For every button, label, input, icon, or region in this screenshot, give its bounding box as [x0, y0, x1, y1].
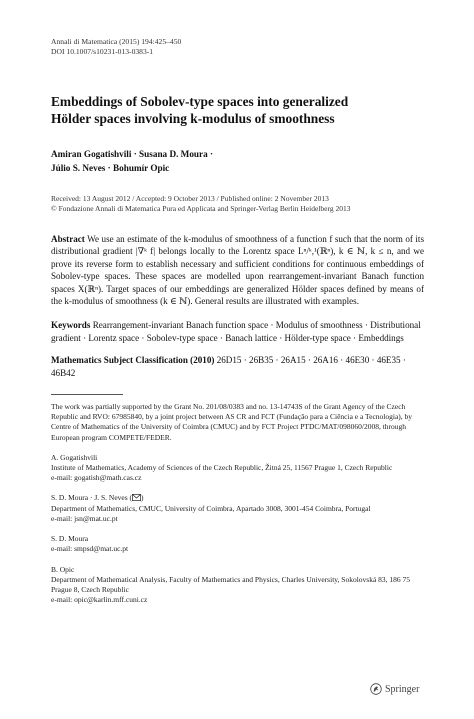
- msc-codes: 26D15 · 26B35 · 26A15 · 26A16 · 46E30 · 46E35 · 46B42: [51, 355, 406, 378]
- affiliation-opic: [51, 565, 424, 606]
- msc-classification: [51, 354, 424, 379]
- received-dates: Received: 13 August 2012 / Accepted: 9 October 2013 / Published online: 2 November 2013: [51, 194, 329, 203]
- keywords-label: Keywords: [51, 320, 91, 331]
- funding-footnote: The work was partially supported by the Grant No. 201/08/0383 and no. 13-14743S of the Grant Agency of the Czech Republic and RVO: 67985840, by a joint project between AS CR and FCT (Fundação para a Ciência e a Tecnologia), by Centre of Mathematics of the University of Coimbra (CMUC) and by FCT Project PTDC/MAT/098060/2008, through European program COMPETE/FEDER.: [51, 402, 413, 442]
- abstract-text: We use an estimate of the k-modulus of smoothness of a function f such that the norm of its distributional gradient |∇ᵏ f| belongs locally to the Lorentz space Lⁿ/ᵏ,¹(ℝⁿ), k ∈ ℕ, k ≤ n, and we prove its reverse form to establish necessary and sufficient conditions for continuous embeddings of Sobolev-type spaces. These spaces are modelled upon rearrangement-invariant Banach function spaces X(ℝⁿ). Target spaces of our embeddings are generalized Hölder spaces defined by means of the k-modulus of smoothness (k ∈ ℕ). General results are illustrated with examples.: [51, 234, 425, 307]
- affiliation-address: Institute of Mathematics, Academy of Sciences of the Czech Republic, Žitná 25, 11567 Prague 1, Czech Republic: [51, 463, 393, 473]
- affiliation-name: A. Gogatishvili: [51, 452, 98, 462]
- affiliations: [51, 453, 424, 605]
- abstract: [51, 233, 424, 307]
- journal-header: [51, 37, 424, 57]
- affiliation-moura-neves: [51, 493, 424, 524]
- keywords-text: Rearrangement-invariant Banach function space · Modulus of smoothness · Distributional gradient · Lorentz space · Sobolev-type space · Banach lattice · Hölder-type space · Embeddings: [51, 320, 421, 343]
- abstract-label: Abstract: [51, 234, 85, 244]
- publisher-name: Springer: [385, 683, 420, 695]
- author-list: [51, 147, 424, 175]
- journal-citation: Annali di Matematica (2015) 194:425–450: [51, 37, 182, 46]
- affiliation-email[interactable]: e-mail: jsn@mat.uc.pt: [51, 513, 118, 523]
- title-line-2: Hölder spaces involving k-modulus of smoothness: [51, 111, 335, 126]
- affiliation-name: S. D. Moura · J. S. Neves: [51, 493, 128, 503]
- publication-dates: [51, 194, 424, 214]
- affiliation-address: Department of Mathematical Analysis, Faculty of Mathematics and Physics, Charles University, Sokolovská 83, 186 75 Prague 8, Czech Republic: [51, 574, 411, 594]
- affiliation-name: B. Opic: [51, 564, 75, 574]
- title-line-1: Embeddings of Sobolev-type spaces into generalized: [51, 94, 349, 109]
- affiliation-gogatishvili: [51, 453, 424, 484]
- affiliation-name: S. D. Moura: [51, 534, 89, 544]
- doi[interactable]: DOI 10.1007/s10231-013-0383-1: [51, 47, 154, 56]
- affiliation-email[interactable]: e-mail: opic@karlin.mff.cuni.cz: [51, 595, 148, 605]
- msc-label: Mathematics Subject Classification (2010): [51, 355, 215, 366]
- authors-line-2: Júlio S. Neves · Bohumír Opic: [51, 163, 170, 173]
- affiliation-email[interactable]: e-mail: smpsd@mat.uc.pt: [51, 544, 129, 554]
- affiliation-name-row: [51, 493, 424, 503]
- copyright-notice: © Fondazione Annali di Matematica Pura ed Applicata and Springer-Verlag Berlin Heidelberg 2013: [51, 204, 351, 213]
- affiliation-moura: [51, 534, 424, 554]
- corresponding-author-envelope-icon: ( ): [129, 493, 144, 503]
- keywords: [51, 319, 424, 344]
- affiliation-email[interactable]: e-mail: gogatish@math.cas.cz: [51, 473, 142, 483]
- publisher-logo: [370, 683, 419, 695]
- authors-line-1: Amiran Gogatishvili · Susana D. Moura ·: [51, 149, 214, 159]
- springer-horse-icon: [370, 683, 382, 695]
- footnote-divider: [51, 394, 123, 395]
- affiliation-address: Department of Mathematics, CMUC, University of Coimbra, Apartado 3008, 3001-454 Coimbra, Portugal: [51, 503, 371, 513]
- paper-title: [51, 93, 424, 127]
